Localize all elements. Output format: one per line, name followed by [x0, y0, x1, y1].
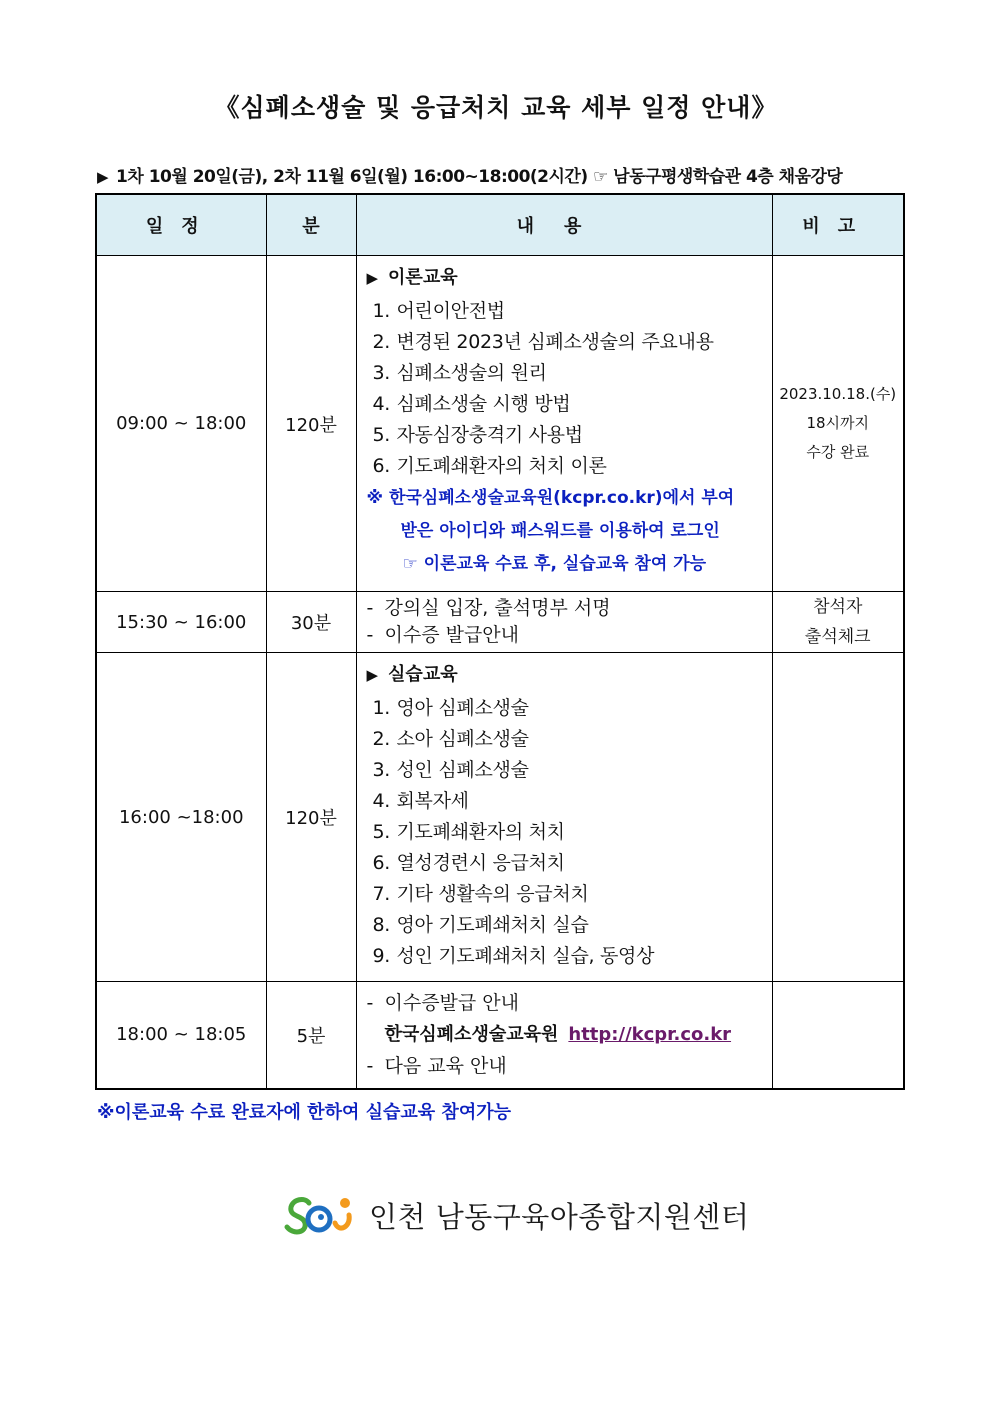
section-heading-theory: [367, 264, 772, 292]
list-item: [373, 420, 772, 451]
duration-cell: 5분: [266, 982, 356, 1089]
content-cell: [356, 592, 772, 653]
practice-item-list: [373, 693, 772, 972]
list-item-number: 3.: [372, 759, 391, 781]
duration-cell: 120분: [266, 256, 356, 592]
list-item-number: 3.: [372, 362, 391, 384]
list-item-number: 1.: [372, 697, 391, 719]
list-item: [373, 451, 772, 482]
list-item-text: 기도폐쇄환자의 처치 이론: [396, 455, 607, 477]
list-item-text: 열성경련시 응급처치: [396, 852, 565, 874]
list-item: [373, 296, 772, 327]
schedule-table: [95, 193, 905, 1090]
duration-cell: 30분: [266, 592, 356, 653]
login-notice-line-1: ※ 한국심폐소생술교육원(kcpr.co.kr)에서 부여: [366, 488, 735, 508]
list-item-number: 8.: [372, 914, 391, 936]
list-item-number: 5.: [372, 821, 391, 843]
table-row: [96, 982, 904, 1089]
content-cell: [356, 653, 772, 982]
content-cell: [356, 256, 772, 592]
org-website-link[interactable]: http://kcpr.co.kr: [568, 1023, 732, 1045]
list-item-number: 2.: [372, 331, 391, 353]
list-item: [373, 755, 772, 786]
participation-footnote: ※이론교육 수료 완료자에 한하여 실습교육 참여가능: [97, 1102, 511, 1123]
center-logo: [283, 1193, 749, 1237]
time-cell: 09:00 ~ 18:00: [96, 256, 266, 592]
time-cell: 18:00 ~ 18:05: [96, 982, 266, 1089]
table-header-row: [96, 194, 904, 256]
list-item-number: 6.: [372, 455, 391, 477]
section-heading-label: 실습교육: [388, 664, 458, 685]
remark-check: 출석체크: [804, 627, 871, 647]
list-item-number: 9.: [372, 945, 391, 967]
section-heading-label: 이론교육: [388, 267, 458, 288]
triangle-bullet-icon: ▶: [366, 269, 379, 287]
schedule-summary-text: 1차 10월 20일(금), 2차 11월 6일(월) 16:00~18:00(2시간) ☞ 남동구평생학습관 4층 채움강당: [116, 167, 843, 187]
list-item-number: 6.: [372, 852, 391, 874]
deadline-time: 18시까지: [806, 414, 870, 432]
list-item: [373, 358, 772, 389]
list-item-number: 1.: [372, 300, 391, 322]
list-item: [373, 327, 772, 358]
list-item: [373, 848, 772, 879]
list-item-text: 강의실 입장, 출석명부 서명: [384, 597, 611, 619]
list-item-text: 다음 교육 안내: [384, 1054, 507, 1077]
list-item-text: 어린이안전법: [396, 300, 505, 322]
header-content: 내용: [356, 194, 772, 256]
list-item-text: 성인 기도폐쇄처치 실습, 동영상: [396, 945, 655, 967]
theory-item-list: [373, 296, 772, 482]
center-name: 인천 남동구육아종합지원센터: [369, 1199, 750, 1234]
list-item-text: 성인 심폐소생술: [396, 759, 529, 781]
remarks-cell: [772, 256, 904, 592]
list-item-text: 영아 기도폐쇄처치 실습: [396, 914, 589, 936]
list-item-text: 소아 심폐소생술: [396, 728, 529, 750]
list-item-number: 4.: [372, 393, 391, 415]
list-item: [367, 1052, 772, 1081]
list-item: [373, 724, 772, 755]
login-notice-line-3: ☞ 이론교육 수료 후, 실습교육 참여 가능: [402, 554, 707, 574]
triangle-bullet-icon: ▶: [97, 168, 109, 186]
dash-bullet: -: [366, 1054, 374, 1077]
list-item: [373, 693, 772, 724]
org-name: 한국심폐소생술교육원: [384, 1023, 559, 1045]
remarks-cell: [772, 982, 904, 1089]
list-item-text: 회복자세: [396, 790, 469, 812]
org-link-line: [367, 1018, 772, 1052]
header-minutes: 분: [266, 194, 356, 256]
list-item: [373, 879, 772, 910]
header-remarks: 비고: [772, 194, 904, 256]
dash-bullet: -: [366, 624, 374, 646]
list-item: [373, 941, 772, 972]
list-item-text: 심폐소생술의 원리: [396, 362, 547, 384]
list-item: [373, 817, 772, 848]
list-item-text: 영아 심폐소생술: [396, 697, 529, 719]
header-schedule: 일정: [96, 194, 266, 256]
list-item-text: 자동심장충격기 사용법: [396, 424, 583, 446]
remark-attendee: 참석자: [813, 597, 863, 617]
content-cell: [356, 982, 772, 1089]
list-item-text: 기도폐쇄환자의 처치: [396, 821, 565, 843]
deadline-date: 2023.10.18.(수): [779, 385, 897, 403]
list-item: [367, 622, 772, 649]
list-item-text: 기타 생활속의 응급처치: [396, 883, 589, 905]
list-item-number: 7.: [372, 883, 391, 905]
list-item: [367, 595, 772, 622]
list-item-text: 심폐소생술 시행 방법: [396, 393, 571, 415]
dash-bullet: -: [366, 991, 374, 1014]
list-item: [373, 910, 772, 941]
remarks-cell: [772, 653, 904, 982]
list-item-number: 5.: [372, 424, 391, 446]
list-item-number: 4.: [372, 790, 391, 812]
section-heading-practice: [367, 661, 772, 689]
time-cell: 15:30 ~ 16:00: [96, 592, 266, 653]
duration-cell: 120분: [266, 653, 356, 982]
list-item-number: 2.: [372, 728, 391, 750]
time-cell: 16:00 ~18:00: [96, 653, 266, 982]
list-item-text: 이수증발급 안내: [384, 991, 520, 1014]
remarks-cell: [772, 592, 904, 653]
page-title: 《심폐소생술 및 응급처치 교육 세부 일정 안내》: [214, 93, 778, 122]
login-notice-line-2: 받은 아이디와 패스워드를 이용하여 로그인: [400, 521, 720, 541]
center-logo-icon: [283, 1193, 355, 1237]
triangle-bullet-icon: ▶: [366, 666, 379, 684]
table-row: [96, 653, 904, 982]
list-item: [373, 389, 772, 420]
schedule-summary: [97, 162, 902, 190]
list-item: [373, 786, 772, 817]
list-item: [367, 989, 772, 1018]
table-row: [96, 256, 904, 592]
list-item-text: 이수증 발급안내: [384, 624, 520, 646]
dash-bullet: -: [366, 597, 374, 619]
list-item-text: 변경된 2023년 심폐소생술의 주요내용: [396, 331, 714, 353]
table-row: [96, 592, 904, 653]
deadline-label: 수강 완료: [806, 443, 870, 461]
